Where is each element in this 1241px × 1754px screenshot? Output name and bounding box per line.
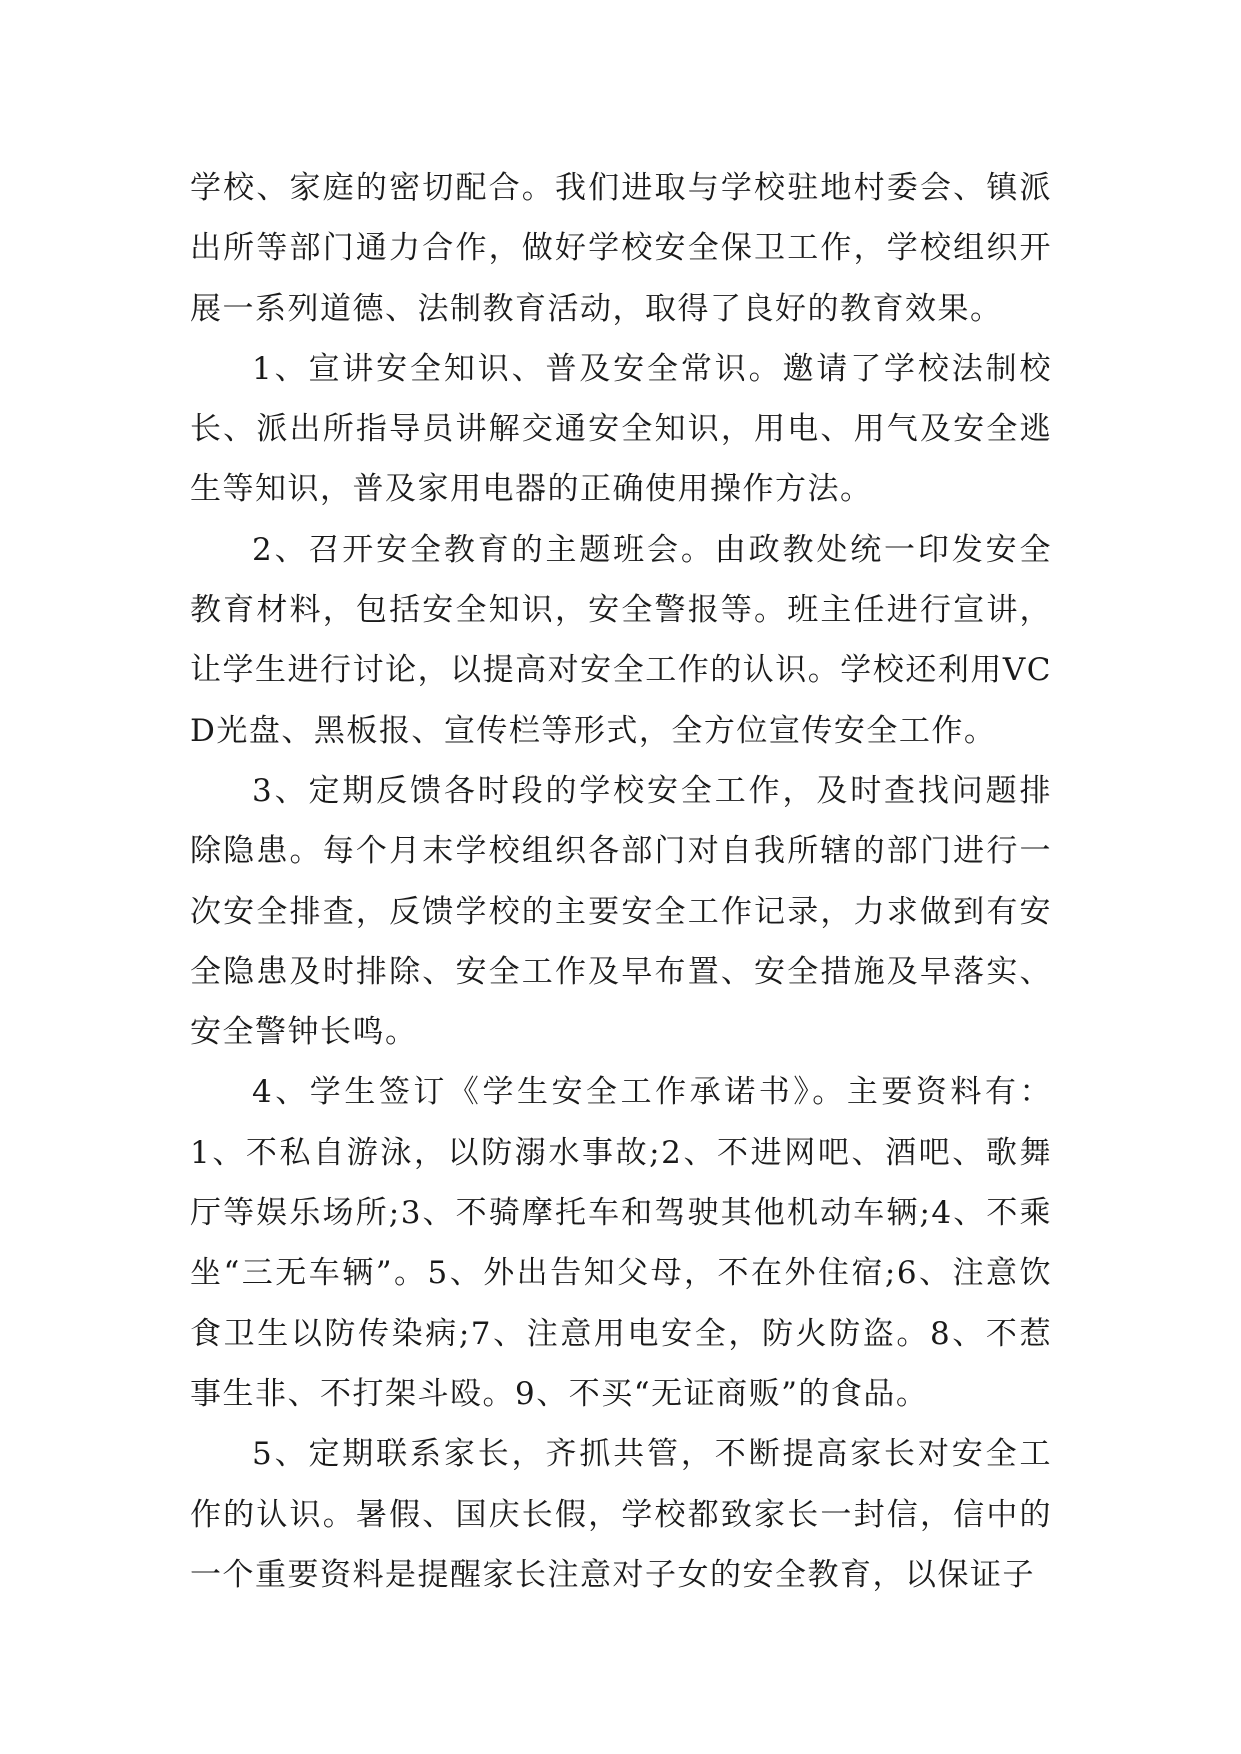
paragraph-item-5: 5、定期联系家长，齐抓共管，不断提高家长对安全工作的认识。暑假、国庆长假，学校都致家长一封信，信中的一个重要资料是提醒家长注意对子女的安全教育，以保证子 bbox=[190, 1436, 1052, 1593]
paragraph-intro: 学校、家庭的密切配合。我们进取与学校驻地村委会、镇派出所等部门通力合作，做好学校安全保卫工作，学校组织开展一系列道德、法制教育活动，取得了良好的教育效果。 bbox=[190, 170, 1052, 327]
paragraph-item-4: 4、学生签订《学生安全工作承诺书》。主要资料有：1、不私自游泳，以防溺水事故;2、不进网吧、酒吧、歌舞厅等娱乐场所;3、不骑摩托车和驾驶其他机动车辆;4、不乘坐“三无车辆”。5、外出告知父母，不在外住宿;6、注意饮食卫生以防传染病;7、注意用电安全，防火防盗。8、不惹事生非、不打架斗殴。9、不买“无证商贩”的食品。 bbox=[190, 1074, 1052, 1412]
paragraph-item-2: 2、召开安全教育的主题班会。由政教处统一印发安全教育材料，包括安全知识，安全警报等。班主任进行宣讲，让学生进行讨论，以提高对安全工作的认识。学校还利用VCD光盘、黑板报、宣传栏等形式，全方位宣传安全工作。 bbox=[190, 531, 1052, 749]
document-body bbox=[190, 158, 1052, 1605]
paragraph-item-3: 3、定期反馈各时段的学校安全工作，及时查找问题排除隐患。每个月末学校组织各部门对自我所辖的部门进行一次安全排查，反馈学校的主要安全工作记录，力求做到有安全隐患及时排除、安全工作及早布置、安全措施及早落实、安全警钟长鸣。 bbox=[190, 772, 1052, 1051]
paragraph-item-1: 1、宣讲安全知识、普及安全常识。邀请了学校法制校长、派出所指导员讲解交通安全知识，用电、用气及安全逃生等知识，普及家用电器的正确使用操作方法。 bbox=[190, 350, 1052, 508]
